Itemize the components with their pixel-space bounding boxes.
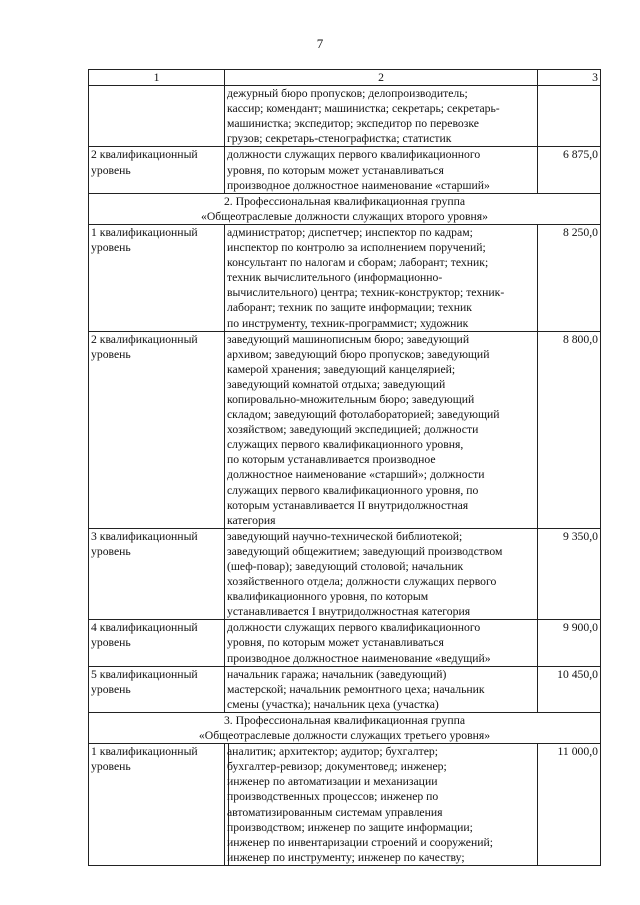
positions-line: должности служащих первого квалификационного bbox=[227, 621, 481, 635]
qualification-level-cell bbox=[89, 620, 225, 666]
positions-line: служащих первого квалификационного уровня, bbox=[227, 438, 464, 452]
positions-line: начальник гаража; начальник (заведующий) bbox=[227, 667, 447, 681]
positions-line: камерой хранения; заведующий канцелярией; bbox=[227, 362, 456, 376]
positions-line: уровня, по которым может устанавливаться bbox=[227, 163, 444, 177]
positions-line: производное должностное наименование «старший» bbox=[227, 178, 490, 192]
salary-cell bbox=[538, 86, 601, 147]
positions-line: заведующий машинописным бюро; заведующий bbox=[227, 332, 470, 346]
table-row bbox=[89, 744, 601, 866]
positions-line: уровня, по которым может устанавливаться bbox=[227, 636, 444, 650]
positions-line: служащих первого квалификационного уровня, по bbox=[227, 483, 479, 497]
qualification-level-cell bbox=[89, 86, 225, 147]
positions-line: заведующий комнатой отдыха; заведующий bbox=[227, 377, 446, 391]
group-title-cell bbox=[89, 193, 601, 224]
positions-line: производством; инженер по защите информации; bbox=[227, 820, 473, 834]
column-header-2: 2 bbox=[225, 70, 538, 86]
positions-line: консультант по налогам и сборам; лаборант; техник; bbox=[227, 256, 489, 270]
positions-line: архивом; заведующий бюро пропусков; заведующий bbox=[227, 347, 490, 361]
qualification-level-line: уровень bbox=[91, 636, 131, 650]
column-header-1: 1 bbox=[89, 70, 225, 86]
salary-cell: 9 350,0 bbox=[538, 528, 601, 620]
positions-line: квалификационного уровня, по которым bbox=[227, 590, 429, 604]
positions-cell bbox=[225, 744, 538, 866]
positions-line: бухгалтер-ревизор; документовед; инженер; bbox=[227, 760, 447, 774]
group-title-cell bbox=[89, 712, 601, 743]
column-header-3: 3 bbox=[538, 70, 601, 86]
qualification-level-line: 3 квалификационный bbox=[91, 529, 198, 543]
positions-line: дежурный бюро пропусков; делопроизводитель; bbox=[227, 87, 468, 101]
positions-line: инженер по инвентаризации строений и сооружений; bbox=[227, 835, 493, 849]
positions-cell bbox=[225, 147, 538, 193]
positions-line: заведующий общежитием; заведующий производством bbox=[227, 544, 503, 558]
qualification-level-line: уровень bbox=[91, 544, 131, 558]
qualification-level-line: 4 квалификационный bbox=[91, 621, 198, 635]
qualification-level-line: уровень bbox=[91, 163, 131, 177]
positions-line: мастерской; начальник ремонтного цеха; начальник bbox=[227, 682, 485, 696]
qualification-level-line: 2 квалификационный bbox=[91, 332, 198, 346]
qualification-level-cell bbox=[89, 331, 225, 528]
table-row bbox=[89, 147, 601, 193]
positions-line: производное должностное наименование «ведущий» bbox=[227, 651, 491, 665]
continuation-row bbox=[89, 86, 601, 147]
positions-line: производственных процессов; инженер по bbox=[227, 790, 439, 804]
positions-line: хозяйственного отдела; должности служащих первого bbox=[227, 575, 497, 589]
positions-line: лаборант; техник по защите информации; техник bbox=[227, 301, 472, 315]
positions-line: (шеф-повар); заведующий столовой; начальник bbox=[227, 560, 464, 573]
qualification-level-line: 1 квалификационный bbox=[91, 225, 198, 239]
positions-line: инженер по инструменту; инженер по качеству; bbox=[227, 850, 465, 864]
positions-line: инженер по автоматизации и механизации bbox=[227, 775, 438, 789]
positions-line: аналитик; архитектор; аудитор; бухгалтер; bbox=[227, 745, 438, 759]
group-3-title-row bbox=[89, 712, 601, 743]
group-2-title-row bbox=[89, 193, 601, 224]
qualification-level-cell bbox=[89, 528, 225, 620]
positions-line: категория bbox=[227, 513, 276, 527]
table-row bbox=[89, 331, 601, 528]
positions-line: автоматизированным системам управления bbox=[227, 805, 443, 819]
positions-line: по которым устанавливается производное bbox=[227, 453, 436, 467]
positions-line: кассир; комендант; машинистка; секретарь; секретарь- bbox=[227, 102, 500, 116]
qualification-level-line: уровень bbox=[91, 241, 131, 255]
positions-line: администратор; диспетчер; инспектор по кадрам; bbox=[227, 225, 473, 239]
qualification-level-line: 5 квалификационный bbox=[91, 667, 198, 681]
qualification-level-line: уровень bbox=[91, 760, 131, 774]
group-title-line: «Общеотраслевые должности служащих второго уровня» bbox=[201, 209, 488, 223]
positions-line: машинистка; экспедитор; экспедитор по перевозке bbox=[227, 117, 479, 131]
positions-line: по инструменту, техник-программист; художник bbox=[227, 316, 469, 330]
qualification-level-cell bbox=[89, 744, 225, 866]
salary-cell: 10 450,0 bbox=[538, 666, 601, 712]
group-title-line: «Общеотраслевые должности служащих третьего уровня» bbox=[198, 729, 491, 743]
positions-line: хозяйством; заведующий экспедицией; должности bbox=[227, 423, 479, 437]
positions-line: заведующий научно-технической библиотекой; bbox=[227, 529, 463, 543]
table-row bbox=[89, 224, 601, 331]
positions-line: смены (участка); начальник цеха (участка) bbox=[227, 697, 439, 711]
group-title-line: 3. Профессиональная квалификационная группа bbox=[223, 713, 466, 727]
positions-line: техник вычислительного (информационно- bbox=[227, 271, 443, 285]
positions-line: вычислительного) центра; техник-конструктор; техник- bbox=[227, 286, 505, 300]
qualification-level-line: уровень bbox=[91, 682, 131, 696]
positions-line: копировально-множительным бюро; заведующий bbox=[227, 392, 475, 406]
table-row bbox=[89, 666, 601, 712]
salary-cell: 9 900,0 bbox=[538, 620, 601, 666]
salary-table bbox=[88, 69, 601, 866]
qualification-level-line: 1 квалификационный bbox=[91, 745, 198, 759]
positions-cell bbox=[225, 666, 538, 712]
positions-line: инспектор по контролю за исполнением поручений; bbox=[227, 241, 486, 255]
group-title-line: 2. Профессиональная квалификационная группа bbox=[223, 194, 466, 208]
qualification-level-cell bbox=[89, 666, 225, 712]
positions-line: должностное наименование «старший»; должности bbox=[227, 468, 485, 482]
positions-cell bbox=[225, 528, 538, 620]
salary-cell: 6 875,0 bbox=[538, 147, 601, 193]
page-number: 7 bbox=[316, 36, 324, 51]
positions-line: должности служащих первого квалификационного bbox=[227, 148, 481, 162]
qualification-level-line: 2 квалификационный bbox=[91, 148, 198, 162]
positions-cell bbox=[225, 620, 538, 666]
positions-line: устанавливается I внутридолжностная категория bbox=[227, 605, 471, 619]
table-row bbox=[89, 528, 601, 620]
positions-line: грузов; секретарь-стенографистка; статистик bbox=[227, 132, 452, 146]
positions-line: которым устанавливается II внутридолжностная bbox=[227, 498, 469, 512]
qualification-level-line: уровень bbox=[91, 347, 131, 361]
qualification-level-cell bbox=[89, 147, 225, 193]
salary-cell: 8 250,0 bbox=[538, 224, 601, 331]
salary-cell: 11 000,0 bbox=[538, 744, 601, 866]
column-header-row bbox=[89, 70, 601, 86]
positions-cell bbox=[225, 331, 538, 528]
qualification-level-cell bbox=[89, 224, 225, 331]
salary-cell: 8 800,0 bbox=[538, 331, 601, 528]
positions-cell bbox=[225, 86, 538, 147]
positions-line: складом; заведующий фотолабораторией; заведующий bbox=[227, 408, 500, 422]
table-row bbox=[89, 620, 601, 666]
positions-cell bbox=[225, 224, 538, 331]
